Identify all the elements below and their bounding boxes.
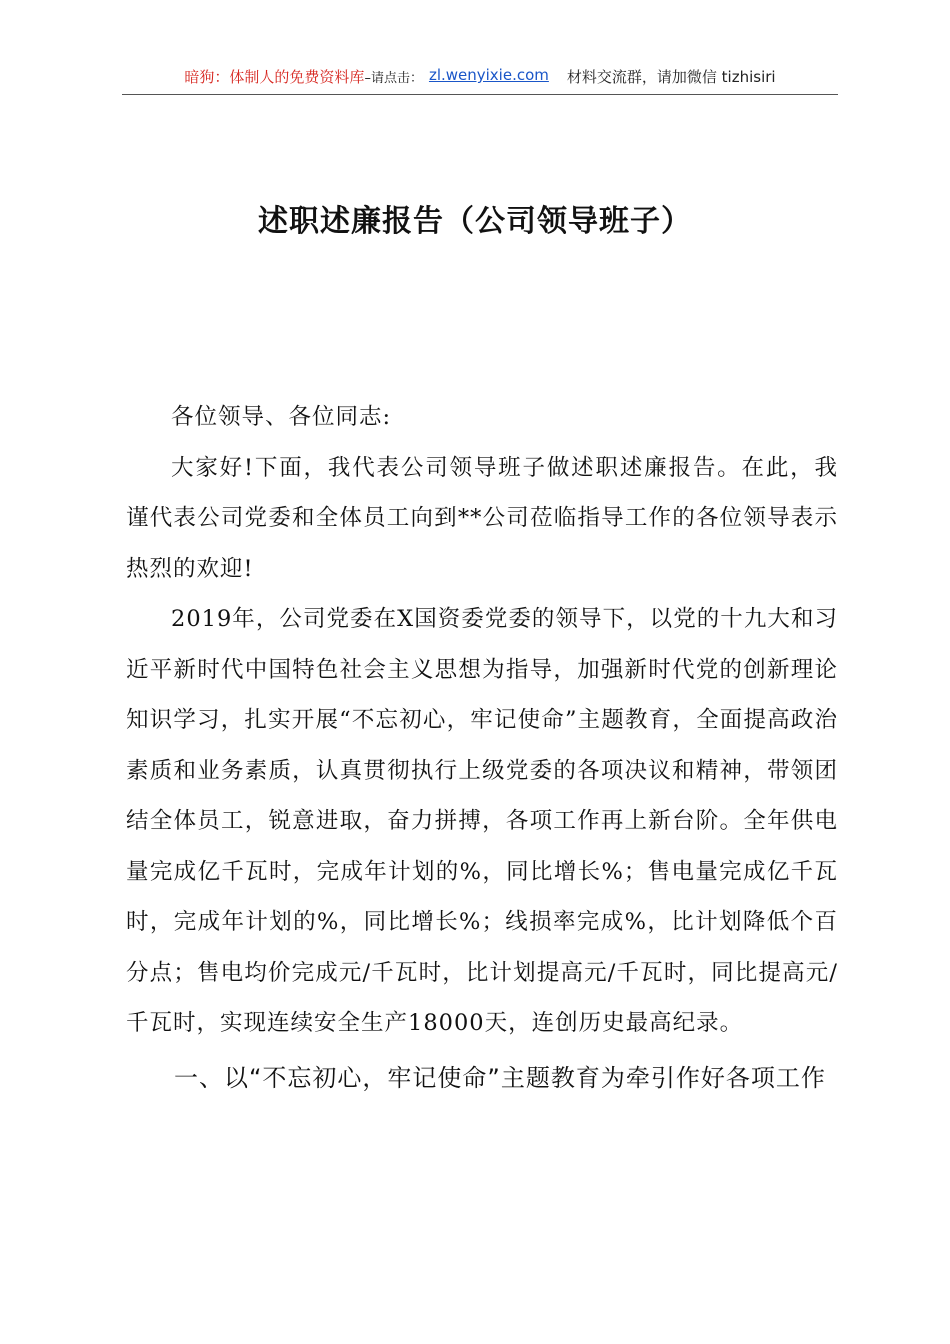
header-brand: 暗狗：体制人的免费资料库 [184, 68, 365, 86]
header-link[interactable]: zl.wenyixie.com [428, 66, 549, 84]
document-title: 述职述廉报告（公司领导班子） [258, 204, 692, 239]
header-prompt: –请点击： [364, 71, 423, 86]
paragraph-greeting: 大家好!下面，我代表公司领导班子做述职述廉报告。在此，我谨代表公司党委和全体员工向到**公司莅临指导工作的各位领导表示热烈的欢迎! [126, 454, 838, 582]
header-contact: 材料交流群，请加微信 tizhisiri [566, 68, 776, 86]
document-body [126, 392, 838, 1103]
section-heading: 一、以“不忘初心，牢记使命”主题教育为牵引作好各项工作 [174, 1063, 826, 1092]
paragraph-summary: 2019年，公司党委在X国资委党委的领导下，以党的十九大和习近平新时代中国特色社会主义思想为指导，加强新时代党的创新理论知识学习，扎实开展“不忘初心，牢记使命”主题教育，全面提高政治素质和业务素质，认真贯彻执行上级党委的各项决议和精神，带领团结全体员工，锐意进取，奋力拼搏，各项工作再上新台阶。全年供电量完成亿千瓦时，完成年计划的%，同比增长%；售电量完成亿千瓦时，完成年计划的%，同比增长%；线损率完成%，比计划降低个百分点；售电均价完成元/千瓦时，比计划提高元/千瓦时，同比提高元/千瓦时，实现连续安全生产18000天，连创历史最高纪录。 [126, 606, 838, 1036]
page-header [122, 66, 838, 95]
salutation: 各位领导、各位同志: [171, 404, 392, 430]
